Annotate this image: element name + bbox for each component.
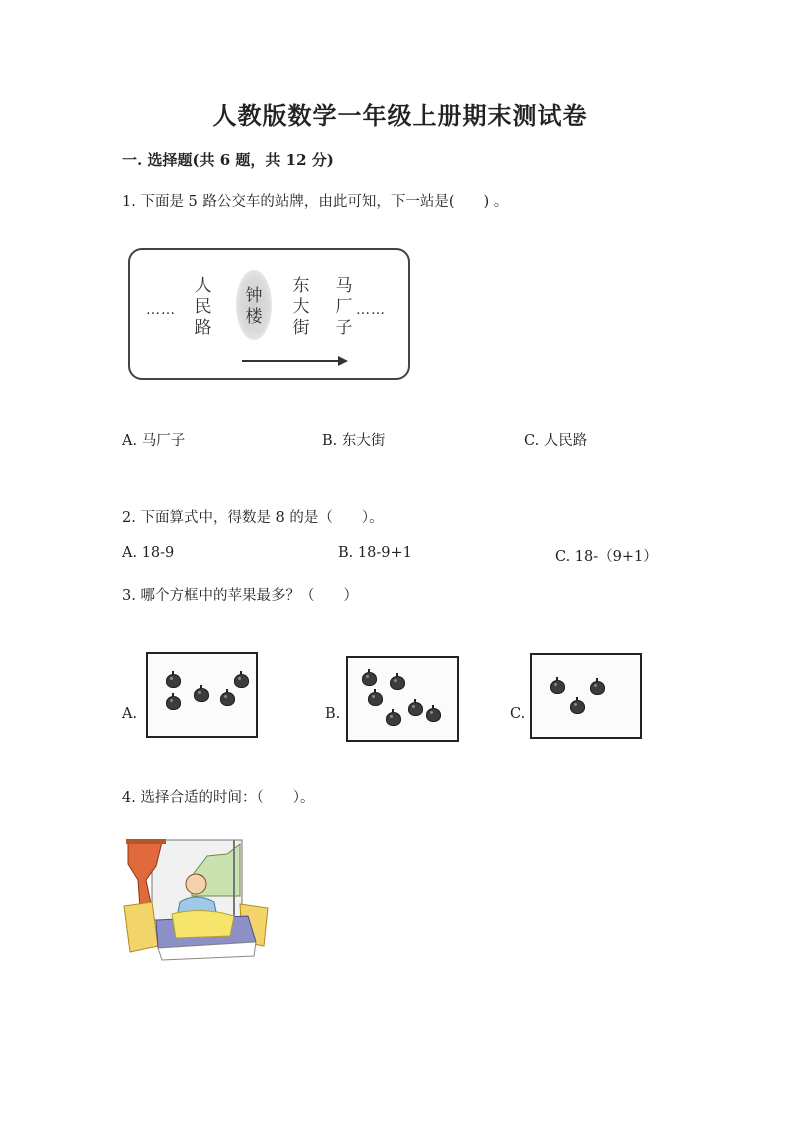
apple-box-c[interactable]: [530, 653, 642, 739]
apple-icon: [362, 672, 377, 686]
apple-icon: [570, 700, 585, 714]
apple-icon: [390, 676, 405, 690]
question-1-text: 1. 下面是 5 路公交车的站牌，由此可知，下一站是( ) 。: [122, 194, 509, 210]
apple-icon: [550, 680, 565, 694]
apple-box-b[interactable]: [346, 656, 459, 742]
question-3-text: 3. 哪个方框中的苹果最多？（ ）: [122, 588, 358, 604]
bus-stop-sign: [128, 248, 410, 380]
sign-station-zhonglou: 钟 楼: [245, 286, 263, 327]
apple-icon: [166, 674, 181, 688]
apple-icon: [368, 692, 383, 706]
apple-icon: [590, 681, 605, 695]
sign-right-dots: ……: [356, 302, 386, 318]
q2-option-c[interactable]: C. 18-（9+1）: [555, 549, 658, 565]
apple-icon: [194, 688, 209, 702]
question-4-text: 4. 选择合适的时间：（ ）。: [122, 790, 315, 806]
sign-left-dots: ……: [146, 302, 176, 318]
apple-icon: [220, 692, 235, 706]
q3-label-a[interactable]: A.: [122, 706, 138, 722]
apple-icon: [166, 696, 181, 710]
q1-option-b[interactable]: B. 东大街: [322, 433, 386, 449]
sign-station-machangzi: 马 厂 子: [335, 276, 353, 338]
q3-label-c[interactable]: C.: [510, 706, 526, 722]
apple-icon: [234, 674, 249, 688]
boy-making-bed-illustration: [122, 836, 272, 962]
q2-option-a[interactable]: A. 18-9: [122, 545, 175, 561]
direction-arrow-icon: [240, 354, 350, 368]
apple-icon: [408, 702, 423, 716]
apple-box-a[interactable]: [146, 652, 258, 738]
sign-station-dongdajie: 东 大 街: [292, 276, 310, 338]
apple-icon: [386, 712, 401, 726]
page-title: 人教版数学一年级上册期末测试卷: [212, 101, 588, 130]
sign-station-renminlu: 人 民 路: [194, 276, 212, 338]
apple-icon: [426, 708, 441, 722]
q3-label-b[interactable]: B.: [325, 706, 341, 722]
q1-option-c[interactable]: C. 人民路: [524, 433, 588, 449]
q2-option-b[interactable]: B. 18-9+1: [338, 545, 412, 561]
section-heading: 一. 选择题(共 6 题，共 12 分): [122, 151, 334, 169]
question-2-text: 2. 下面算式中，得数是 8 的是（ ）。: [122, 510, 384, 526]
q1-option-a[interactable]: A. 马厂子: [122, 433, 186, 449]
